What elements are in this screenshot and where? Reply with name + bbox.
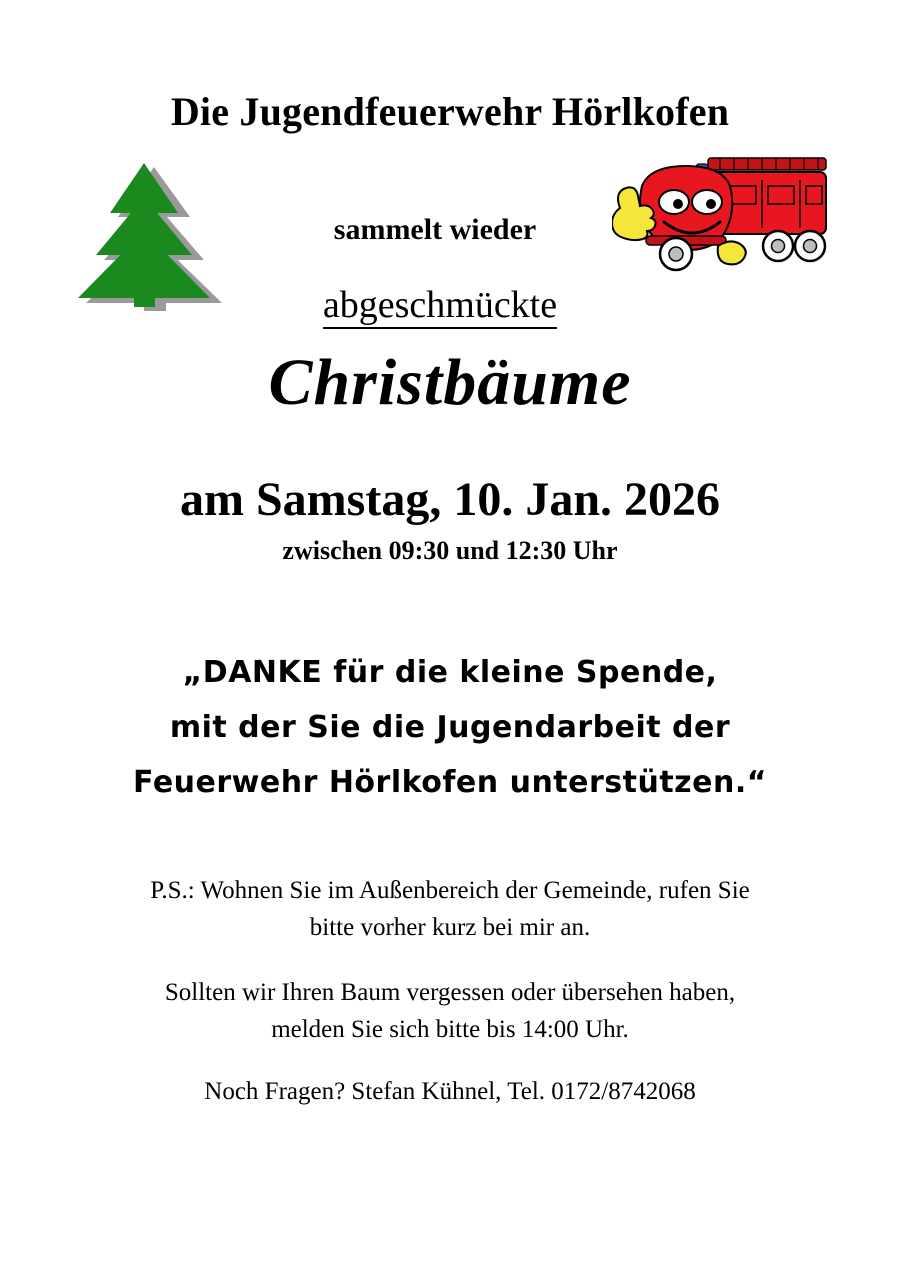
ps-line-2: bitte vorher kurz bei mir an. <box>309 914 591 941</box>
headline-christbaeume: Christbäume <box>268 346 632 419</box>
event-date: am Samstag, 10. Jan. 2026 <box>179 473 721 526</box>
ps-note <box>60 872 840 946</box>
missed-tree-note <box>60 974 840 1048</box>
missed-tree-line-1: Sollten wir Ihren Baum vergessen oder übersehen haben, <box>164 979 736 1006</box>
subtitle-sammelt: sammelt wieder <box>333 213 537 246</box>
underlined-word: abgeschmückte <box>323 284 557 329</box>
thank-you-quote <box>0 645 900 810</box>
thank-you-line-3: Feuerwehr Hörlkofen unterstützen.“ <box>133 765 767 800</box>
page-title: Die Jugendfeuerwehr Hörlkofen <box>170 89 730 134</box>
fire-truck-mascot-icon <box>612 150 842 295</box>
subtitle-abgeschmueckte <box>160 283 720 327</box>
ps-line-1: P.S.: Wohnen Sie im Außenbereich der Gemeinde, rufen Sie <box>150 877 750 904</box>
event-time: zwischen 09:30 und 12:30 Uhr <box>282 536 618 565</box>
missed-tree-line-2: melden Sie sich bitte bis 14:00 Uhr. <box>271 1016 629 1043</box>
thank-you-line-2: mit der Sie die Jugendarbeit der <box>169 710 731 745</box>
thank-you-line-1: „DANKE für die kleine Spende, <box>182 655 718 690</box>
contact-line: Noch Fragen? Stefan Kühnel, Tel. 0172/8742068 <box>204 1078 696 1105</box>
